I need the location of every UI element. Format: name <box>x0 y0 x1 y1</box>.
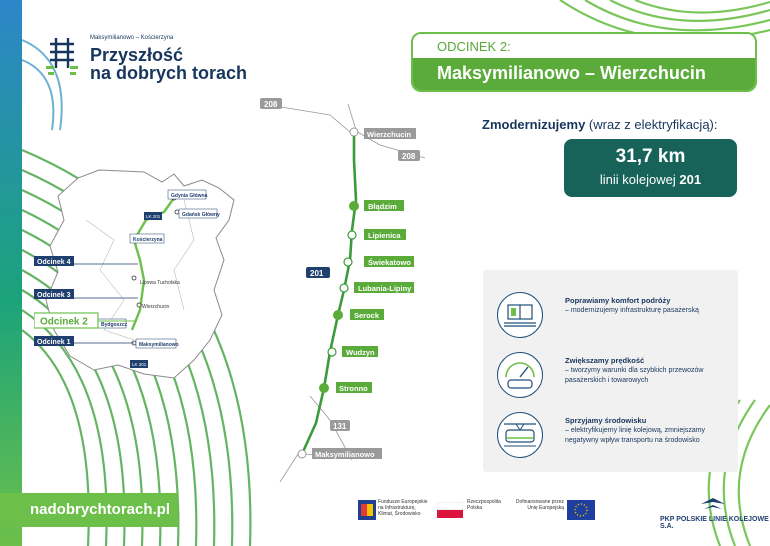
modernization-lead-rest: (wraz z elektryfikacją): <box>585 117 718 132</box>
section-number: ODCINEK 2: <box>413 34 755 60</box>
line-text-label: linii kolejowej <box>599 172 680 187</box>
place-gdansk: Gdańsk Główny <box>182 212 220 218</box>
road-208-right: 208 <box>402 152 416 161</box>
section-2-label: Odcinek 2 <box>40 316 88 328</box>
place-koscierzyna: Kościerzyna <box>133 237 163 243</box>
feature-environment <box>483 408 738 468</box>
place-bydgoszcz: Bydgoszcz <box>101 322 128 328</box>
place-lipowa: Lipowa Tucholska <box>140 280 180 286</box>
eu-funds-text <box>378 499 427 517</box>
poland-line2: Polska <box>467 505 483 511</box>
logo-title <box>90 46 247 82</box>
length-box <box>564 139 737 197</box>
overview-map <box>34 160 254 390</box>
modernization-lead-bold: Zmodernizujemy <box>482 117 586 132</box>
logo-subtitle: Maksymilianowo – Kościerzyna <box>90 35 174 41</box>
speed-train-icon <box>497 352 543 398</box>
station-wudzyn: Wudzyn <box>346 348 375 357</box>
length-value: 31,7 km <box>615 146 686 167</box>
feature-speed-title: Zwiększamy prędkość <box>565 356 645 365</box>
line-text <box>564 172 737 187</box>
feature-environment-title: Sprzyjamy środowisku <box>565 416 647 425</box>
poland-line1: Rzeczpospolita <box>467 499 501 505</box>
station-bladzim: Błądzim <box>368 202 397 211</box>
eu-cofunded-text <box>512 499 564 511</box>
modernization-lead <box>482 117 718 132</box>
station-serock: Serock <box>354 311 380 320</box>
eu-funds-line3: Klimat, Środowisko <box>378 511 421 517</box>
line-label-north: LK 201 <box>146 214 161 219</box>
feature-speed-text: – tworzymy warunki dla szybkich przewozów pasażerskich i towarowych <box>565 367 704 384</box>
rail-logo-icon <box>42 36 82 84</box>
line-number: 201 <box>679 172 702 187</box>
eu-funds-line1: Fundusze Europejskie <box>378 499 428 505</box>
road-208-top: 208 <box>264 100 278 109</box>
poland-text <box>467 499 501 511</box>
station-wierzchucin: Wierzchucin <box>367 130 412 139</box>
eu-flag-icon <box>567 500 595 520</box>
section-1-label: Odcinek 1 <box>37 339 71 346</box>
station-swiekatowo: Świekatowo <box>368 258 411 267</box>
features-panel <box>483 270 738 472</box>
road-131: 131 <box>333 422 347 431</box>
eu-cofunded-line2: Unię Europejską <box>527 505 564 511</box>
left-gradient-bar <box>0 0 22 546</box>
place-maksymilianowo-map: Maksymilianowo <box>139 342 179 348</box>
place-wierzchucin-map: Wierzchucin <box>142 304 170 310</box>
station-stronno: Stronno <box>339 384 368 393</box>
section-header <box>411 32 757 92</box>
feature-comfort <box>483 288 738 348</box>
eu-funds-logo-icon <box>358 500 376 520</box>
polish-flag-icon <box>437 502 463 518</box>
eu-cofunded-line1: Dofinansowane przez <box>515 499 564 505</box>
logo-title-line2: na dobrych torach <box>90 63 248 83</box>
line-201-label: 201 <box>310 269 324 278</box>
place-gdynia: Gdynia Główna <box>171 193 208 199</box>
station-lubania-lipiny: Lubania-Lipiny <box>358 284 412 293</box>
feature-speed <box>483 348 738 408</box>
line-map <box>240 90 490 500</box>
electric-train-icon <box>497 412 543 458</box>
pkp-name: PKP POLSKIE LINIE KOLEJOWE S.A. <box>660 516 769 530</box>
line-label-south: LK 201 <box>132 362 147 367</box>
section-route: Maksymilianowo – Wierzchucin <box>413 58 755 92</box>
station-lipienica: Lipienica <box>368 231 401 240</box>
website-link[interactable]: nadobrychtorach.pl <box>30 501 171 518</box>
station-maksymilianowo: Maksymilianowo <box>315 450 375 459</box>
eu-funds-line2: na Infrastrukturę, <box>378 505 416 511</box>
logo-title-line1: Przyszłość <box>90 45 184 65</box>
feature-environment-text: – elektryfikujemy linię kolejową, zmniejszamy negatywny wpływ transportu na środowisko <box>565 427 706 444</box>
feature-comfort-title: Poprawiamy komfort podróży <box>565 296 671 305</box>
pkp-logo-icon <box>700 496 726 514</box>
section-3-label: Odcinek 3 <box>37 292 71 299</box>
platform-icon <box>497 292 543 338</box>
feature-comfort-text: – modernizujemy infrastrukturę pasażerską <box>565 307 699 314</box>
section-4-label: Odcinek 4 <box>37 259 71 266</box>
